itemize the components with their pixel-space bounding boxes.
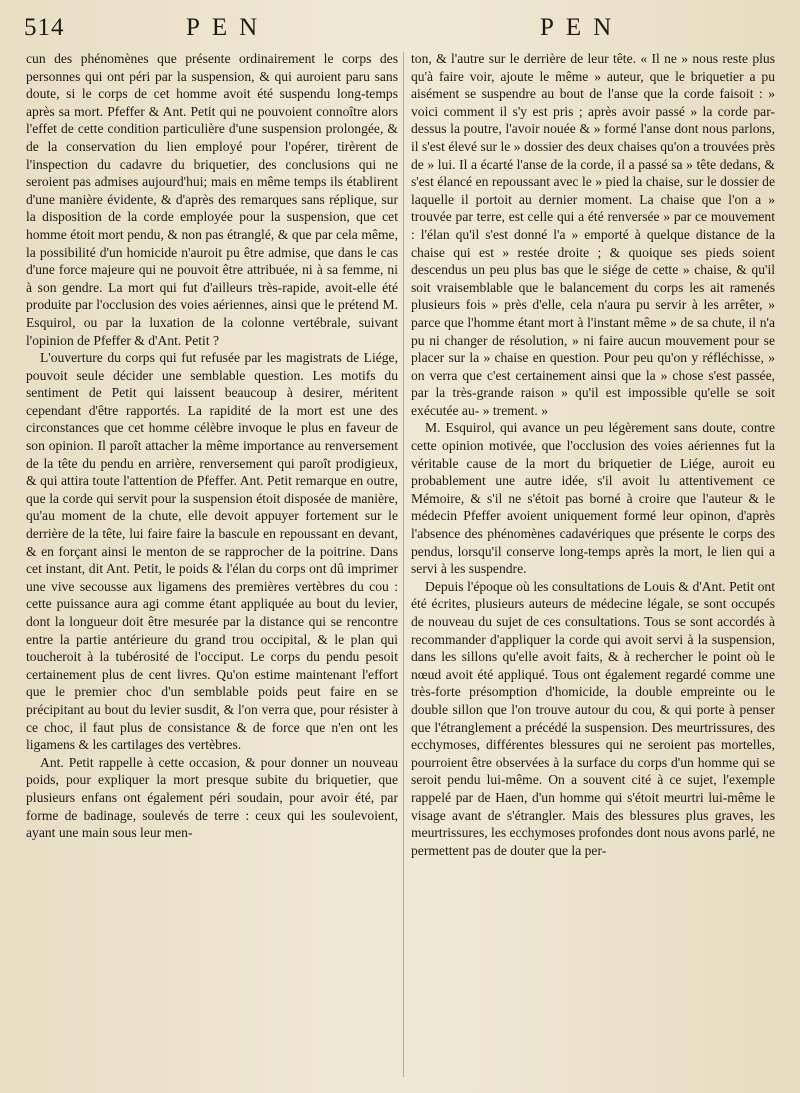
right-column [411,50,775,1080]
left-column [26,50,398,1080]
running-head-right: PEN [540,14,624,41]
paragraph: ton, & l'autre sur le derrière de leur tête. « Il ne » nous reste plus qu'à faire voir, ajoute le même » auteur, que le briquetier a pu aisément se suspendre au bout de l'anse que la corde faisoit : » voici comment il s'y est pris ; après avoir passé » la corde par-dessus la poutre, l'avoir nouée & » formé l'anse dont nous parlons, il s'est élevé sur le » dossier des deux chaises qu'on a trouvées près de » lui. Il a écarté l'anse de la corde, il a passé sa » tête dedans, & s'est élancé en repoussant avec le » pied la chaise, sur le dossier de laquelle il portoit au dernier moment. La chaise que l'on a » trouvée par terre, est celle qui a été renversée » par ce mouvement : l'élan qu'il s'est donné l'a » emporté à quelque distance de la chaise qui est » restée droite ; & quoique ses pieds soient descendus un peu plus bas que le siége de cette » chaise, & qu'il soit vraisemblable que le balancement du corps les ait ramenés plusieurs fois » près d'elle, cela n'aura pu servir à les arrêter, » parce que l'homme étant mort à l'instant même » de sa chute, il n'a pu ni changer de résolution, » ni faire aucun mouvement pour se placer sur la » chaise en question. Pour peu qu'on y réfléchisse, » on verra que c'est certainement ainsi que la » chose s'est passée, par la très-grande raison » qu'il est impossible qu'elle se soit exécutée au- » trement. » [411,51,775,418]
page-header [0,10,800,44]
paragraph: Depuis l'époque où les consultations de Louis & d'Ant. Petit ont été écrites, plusieurs auteurs de médecine légale, se sont occupés de nouveau du sujet de ces consultations. Tous se sont accordés à recommander d'appliquer la corde qui avoit servi à la suspension, dans les sillons qu'elle avoit faits, & à rechercher le point où le nœud avoit été appliqué. Tous ont également regardé comme une très-forte présomption d'homicide, la double empreinte ou le double sillon que l'on trouve autour du cou, & qui porte à penser que l'étranglement a précédé la suspension. Des meurtrissures, des ecchymoses, différentes blessures qui ne seroient pas mortelles, pourroient être observées à la surface du corps d'un homme qui se seroit pendu lui-même. On a souvent cité à ce sujet, l'exemple rappelé par de Haen, d'un homme qui s'étoit meurtri lui-même le visage avant de s'étrangler. Mais des blessures plus graves, les meurtrissures, les ecchymoses profondes dont nous avons parlé, ne permettent pas de douter que la per- [411,578,775,858]
column-divider [403,52,404,1077]
paragraph: L'ouverture du corps qui fut refusée par les magistrats de Liége, pouvoit seule décider une semblable question. Les motifs du sentiment de Petit qui laissent beaucoup à desirer, méritent cependant d'être rapportés. La rapidité de la mort est une des circonstances que cet homme célèbre invoque le plus en faveur de son opinion. Il paroît attacher la même importance au renversement de la tête du pendu en arrière, renversement qui paroît prodigieux, & qui attira toute l'attention de Pfeffer. Ant. Petit remarque en outre, que la corde qui servit pour la suspension étoit disposée de manière, qu'au moment de la chute, elle devoit appuyer fortement sur le derrière de la tête, lui faire faire la bascule en repoussant en devant, & en forçant ainsi le menton de se rapprocher de la poitrine. Dans cet instant, dit Ant. Petit, le poids & l'élan du corps ont dû imprimer une vive secousse aux ligamens des premières vertèbres du cou : cette puissance aura agi comme étant appliquée au bout du levier, dont la longueur doit être mesurée par la distance qui se rencontre entre la partie antérieure du grand trou occipital, & le plan qui toucheroit à la tubérosité de l'occiput. Le corps du pendu pesoit certainement plus de cent livres. Qu'on estime maintenant l'effort que le premier choc d'un semblable poids peut faire en se précipitant au bout du levier susdit, & l'on verra que, pour résister à ce choc, il faut plus de consistance & de force que n'en ont les ligamens & les cartilages des vertèbres. [26,350,398,753]
paragraph: cun des phénomènes que présente ordinairement le corps des personnes qui ont péri par la suspension, & qui auroient paru sans doute, si le corps de cet homme avoit été suspendu long-temps après sa mort. Pfeffer & Ant. Petit qui ne pouvoient connoître alors l'effet de cette condition particulière d'une suspension prolongée, & de la conservation du lien employé pour l'opérer, tirèrent de l'inspection du cadavre du briquetier, des conclusions qui ne seroient pas admises aujourd'hui; mais en même temps ils établirent d'une manière évidente, & d'après des remarques sans réplique, sur la disposition de la corde employée pour la suspension, que cet homme étoit mort pendu, & non pas étranglé, & que par cela même, la possibilité d'un homicide n'auroit pu être admise, que dans le cas d'une force majeure qui ne pouvoit être attribuée, ni à sa femme, ni à son gendre. La mort qui fut d'ailleurs très-rapide, avoit-elle été produite par l'occlusion des voies aériennes, ainsi que le prétend M. Esquirol, ou par la luxation de la colonne vertébrale, suivant l'opinion de Pfeffer & d'Ant. Petit ? [26,51,398,348]
running-head-left: PEN [186,14,270,41]
paragraph: Ant. Petit rappelle à cette occasion, & pour donner un nouveau poids, pour expliquer la mort presque subite du briquetier, que plusieurs enfans ont également péri soudain, pour avoir été, par forme de badinage, soulevés de terre : ceux qui les soulevoient, ayant une main sous leur men- [26,754,398,841]
page-number: 514 [24,14,65,41]
paragraph: M. Esquirol, qui avance un peu légèrement sans doute, contre cette opinion motivée, que l'occlusion des voies aériennes fut la véritable cause de la mort du briquetier de Liége, auroit eu probablement une autre idée, s'il avoit lu attentivement ce Mémoire, & s'il ne s'étoit pas borné à croire que l'auteur & le médecin Pfeffer avoient uniquement formé leur opinon, d'après l'absence des phénomènes cadavériques que présente le corps des pendus, lorsqu'il conserve long-temps après la mort, le lien qui a servi à les suspendre. [411,420,775,577]
